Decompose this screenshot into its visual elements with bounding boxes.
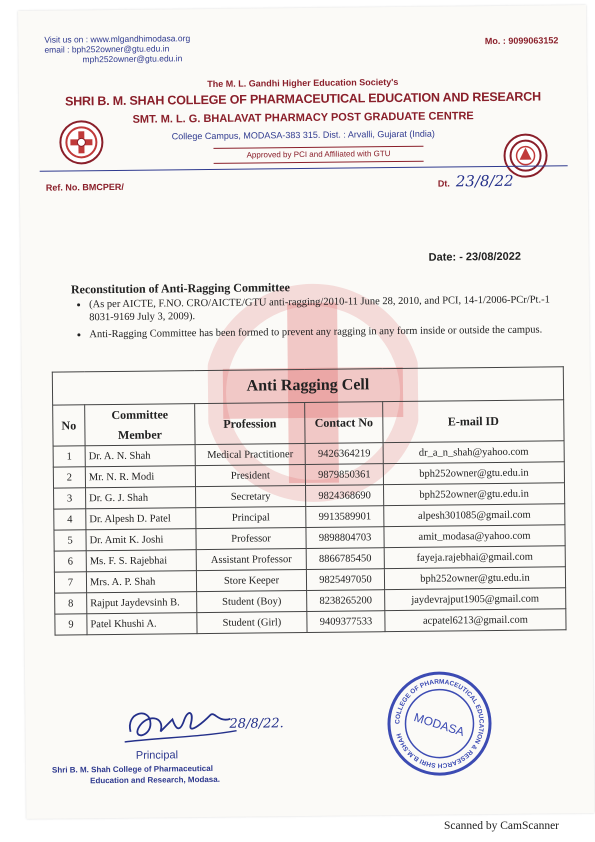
table-caption: Anti Ragging Cell bbox=[52, 367, 563, 405]
header-email: E-mail ID bbox=[383, 400, 564, 443]
handwritten-date: 23/8/22 bbox=[455, 171, 514, 191]
centre-name: SMT. M. L. G. BHALAVAT PHARMACY POST GRADUATE CENTRE bbox=[132, 110, 474, 126]
cell-profession: Secretary bbox=[196, 485, 306, 507]
cell-member: Ms. F. S. Rajebhai bbox=[86, 550, 196, 572]
list-item: • Anti-Ragging Committee has been formed to prevent any ragging in any form inside or outside the campus. bbox=[89, 323, 569, 341]
college-name: SHRI B. M. SHAH COLLEGE OF PHARMACEUTICAL EDUCATION AND RESEARCH bbox=[64, 89, 541, 109]
email-line: email : bph252owner@gtu.edu.in bbox=[44, 43, 170, 55]
cell-no: 6 bbox=[54, 551, 86, 572]
cell-member: Dr. Amit K. Joshi bbox=[86, 529, 196, 551]
header-contact: Contact No bbox=[305, 402, 383, 444]
cell-contact: 8238265200 bbox=[307, 590, 385, 612]
header-member: Committee Member bbox=[85, 404, 195, 446]
cell-profession: Store Keeper bbox=[196, 569, 306, 591]
cell-no: 1 bbox=[53, 446, 85, 467]
table-body bbox=[53, 441, 566, 635]
seal-ring-text: COLLEGE OF PHARMACEUTICAL EDUCATION & RESEARCH SHRI B.M.SHAH bbox=[394, 678, 485, 769]
scanner-watermark: Scanned by CamScanner bbox=[444, 820, 559, 832]
committee-title: Reconstitution of Anti-Ragging Committee bbox=[70, 280, 290, 297]
college-emblem-icon bbox=[61, 122, 101, 162]
cell-contact: 8866785450 bbox=[306, 548, 384, 570]
cell-email: alpesh301085@gmail.com bbox=[384, 504, 565, 527]
reference-number: Ref. No. BMCPER/ bbox=[45, 181, 124, 193]
cell-profession: Professor bbox=[196, 527, 306, 549]
cell-email: dr_a_n_shah@yahoo.com bbox=[383, 441, 564, 464]
college-seal bbox=[387, 671, 492, 776]
cell-contact: 9409377533 bbox=[307, 611, 385, 633]
college-logo-left bbox=[59, 120, 103, 164]
cell-no: 9 bbox=[55, 614, 87, 635]
anti-ragging-table bbox=[52, 366, 567, 635]
list-item: • (As per AICTE, F.NO. CRO/AICTE/GTU anti-ragging/2010-11 June 28, 2010, and PCI, 14-1/2006-PCr/Pt.-1 8031-9169 July 3, 2009). bbox=[89, 293, 569, 324]
cell-contact: 9898804703 bbox=[306, 527, 384, 549]
society-emblem-icon bbox=[505, 135, 545, 175]
cell-email: fayeja.rajebhai@gmail.com bbox=[384, 546, 565, 569]
cell-profession: Student (Boy) bbox=[197, 590, 307, 612]
cell-member: Dr. A. N. Shah bbox=[85, 445, 195, 467]
approval-line: Approved by PCI and Affiliated with GTU bbox=[213, 146, 423, 164]
campus-address: College Campus, MODASA-383 315. Dist. : Arvalli, Gujarat (India) bbox=[171, 128, 435, 142]
cell-contact: 9426364219 bbox=[305, 443, 383, 465]
cell-no: 3 bbox=[54, 488, 86, 509]
cell-email: bph252owner@gtu.edu.in bbox=[383, 483, 564, 506]
website-line: Visit us on : www.mlgandhimodasa.org bbox=[44, 33, 191, 45]
header-divider bbox=[40, 165, 568, 172]
cell-profession: Medical Practitioner bbox=[195, 443, 305, 465]
cell-member: Mr. N. R. Modi bbox=[85, 466, 195, 488]
cell-profession: Student (Girl) bbox=[197, 611, 307, 633]
cell-no: 4 bbox=[54, 509, 86, 530]
cell-email: bph252owner@gtu.edu.in bbox=[384, 567, 565, 590]
cell-contact: 9913589901 bbox=[306, 506, 384, 528]
society-name: The M. L. Gandhi Higher Education Society's bbox=[207, 76, 399, 89]
contact-block bbox=[44, 33, 190, 65]
cell-contact: 9879850361 bbox=[305, 464, 383, 486]
cell-no: 5 bbox=[54, 530, 86, 551]
cell-profession: Principal bbox=[196, 506, 306, 528]
cell-no: 8 bbox=[55, 593, 87, 614]
notes-list bbox=[69, 287, 569, 341]
cell-no: 7 bbox=[54, 572, 86, 593]
table-row bbox=[55, 609, 566, 635]
cell-contact: 9824368690 bbox=[306, 485, 384, 507]
principal-signature bbox=[120, 701, 240, 750]
cell-email: acpatel6213@gmail.com bbox=[385, 609, 566, 632]
signatory-institution-line2: Education and Research, Modasa. bbox=[90, 774, 220, 786]
seal-center-text: MODASA bbox=[412, 710, 467, 740]
signatory-institution-line1: Shri B. M. Shah College of Pharmaceutical bbox=[51, 763, 213, 775]
cell-email: bph252owner@gtu.edu.in bbox=[383, 462, 564, 485]
cell-member: Dr. Alpesh D. Patel bbox=[86, 508, 196, 530]
header-no: No bbox=[53, 405, 85, 446]
cell-profession: Assistant Professor bbox=[196, 548, 306, 570]
header-profession: Profession bbox=[195, 402, 305, 444]
seal-ring-icon bbox=[390, 674, 489, 773]
cell-member: Rajput Jaydevsinh B. bbox=[87, 592, 197, 614]
email-line-2: mph252owner@gtu.edu.in bbox=[82, 53, 183, 65]
dt-label: Dt. bbox=[437, 178, 450, 189]
cell-no: 2 bbox=[53, 467, 85, 488]
cell-member: Dr. G. J. Shah bbox=[86, 487, 196, 509]
signatory-role: Principal bbox=[135, 749, 179, 762]
cell-member: Mrs. A. P. Shah bbox=[86, 571, 196, 593]
cell-email: jaydevrajput1905@gmail.com bbox=[385, 588, 566, 611]
cell-contact: 9825497050 bbox=[306, 569, 384, 591]
cell-email: amit_modasa@yahoo.com bbox=[384, 525, 565, 548]
mobile-number: Mo. : 9099063152 bbox=[484, 35, 559, 47]
cell-member: Patel Khushi A. bbox=[87, 613, 197, 635]
signature-date: 28/8/22. bbox=[229, 716, 284, 732]
letter-page bbox=[18, 5, 594, 819]
document-date: Date: - 23/08/2022 bbox=[428, 250, 522, 264]
cell-profession: President bbox=[195, 464, 305, 486]
